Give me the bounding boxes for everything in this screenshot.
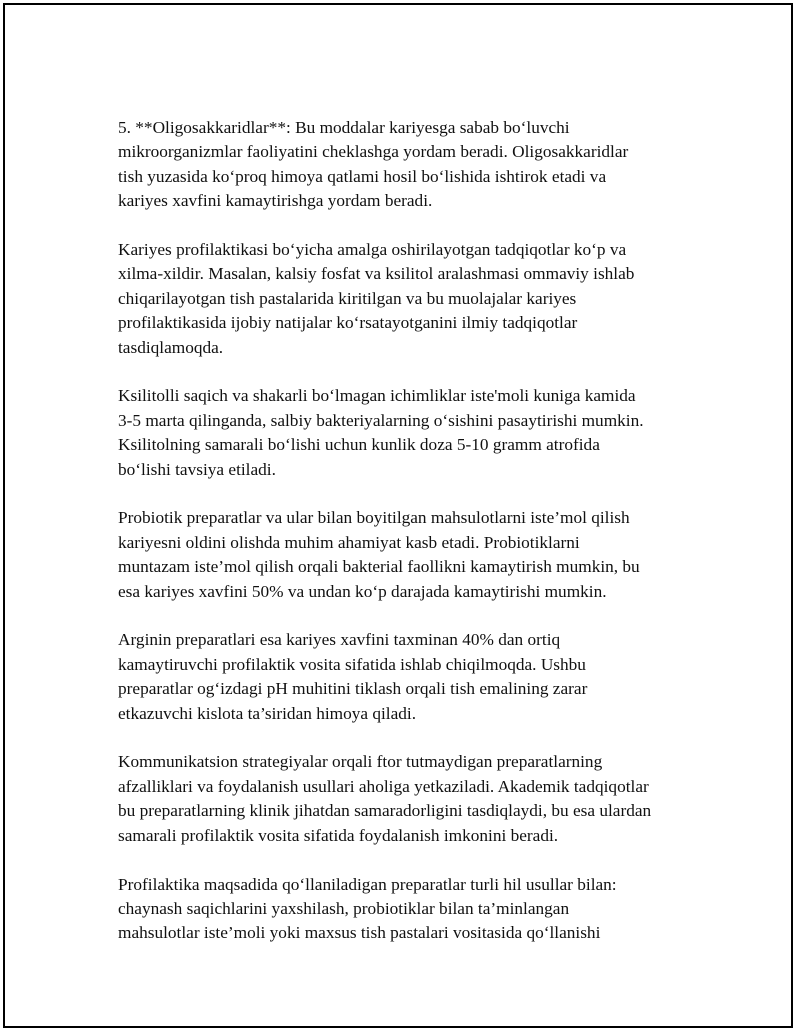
document-body bbox=[118, 116, 678, 970]
paragraph-communication-strategies: Kommunikatsion strategiyalar orqali ftor tutmaydigan preparatlarning afzalliklari va foydalanish usullari aholiga yetkaziladi. Akademik tadqiqotlar bu preparatlarning klinik jihatdan samaradorligini tasdiqlaydi, bu esa ulardan samarali profilaktik vosita sifatida foydalanish imkonini beradi. bbox=[118, 752, 652, 845]
paragraph-caries-research: Kariyes profilaktikasi boʻyicha amalga oshirilayotgan tadqiqotlar koʻp va xilma-xildir. Masalan, kalsiy fosfat va ksilitol aralashmasi ommaviy ishlab chiqarilayotgan tish pastalarida kiritilgan va bu muolajalar kariyes profilaktikasida ijobiy natijalar koʻrsatayotganini ilmiy tadqiqotlar tasdiqlamoqda. bbox=[118, 240, 635, 357]
paragraph-prophylaxis-methods: Profilaktika maqsadida qoʻllaniladigan preparatlar turli hil usullar bilan: chaynash saqichlarini yaxshilash, probiotiklar bilan ta’minlangan mahsulotlar iste’moli yoki maxsus tish pastalari vositasida qoʻllanishi bbox=[118, 874, 617, 943]
paragraph-probiotics: Probiotik preparatlar va ular bilan boyitilgan mahsulotlarni iste’mol qilish kariyesni oldini olishda muhim ahamiyat kasb etadi. Probiotiklarni muntazam iste’mol qilish orqali bakterial faollikni kamaytirish mumkin, bu esa kariyes xavfini 50% va undan koʻp darajada kamaytirishi mumkin. bbox=[118, 508, 640, 601]
paragraph-oligosaccharides: 5. **Oligosakkaridlar**: Bu moddalar kariyesga sabab boʻluvchi mikroorganizmlar faoliyatini cheklashga yordam beradi. Oligosakkaridlar tish yuzasida koʻproq himoya qatlami hosil boʻlishida ishtirok etadi va kariyes xavfini kamaytirishga yordam beradi. bbox=[118, 118, 629, 211]
paragraph-xylitol: Ksilitolli saqich va shakarli boʻlmagan ichimliklar iste'moli kuniga kamida 3-5 marta qilinganda, salbiy bakteriyalarning oʻsishini pasaytirishi mumkin. Ksilitolning samarali boʻlishi uchun kunlik doza 5-10 gramm atrofida boʻlishi tavsiya etiladi. bbox=[118, 386, 644, 479]
paragraph-arginine: Arginin preparatlari esa kariyes xavfini taxminan 40% dan ortiq kamaytiruvchi profilaktik vosita sifatida ishlab chiqilmoqda. Ushbu preparatlar ogʻizdagi pH muhitini tiklash orqali tish emalining zarar etkazuvchi kislota ta’siridan himoya qiladi. bbox=[118, 630, 588, 723]
